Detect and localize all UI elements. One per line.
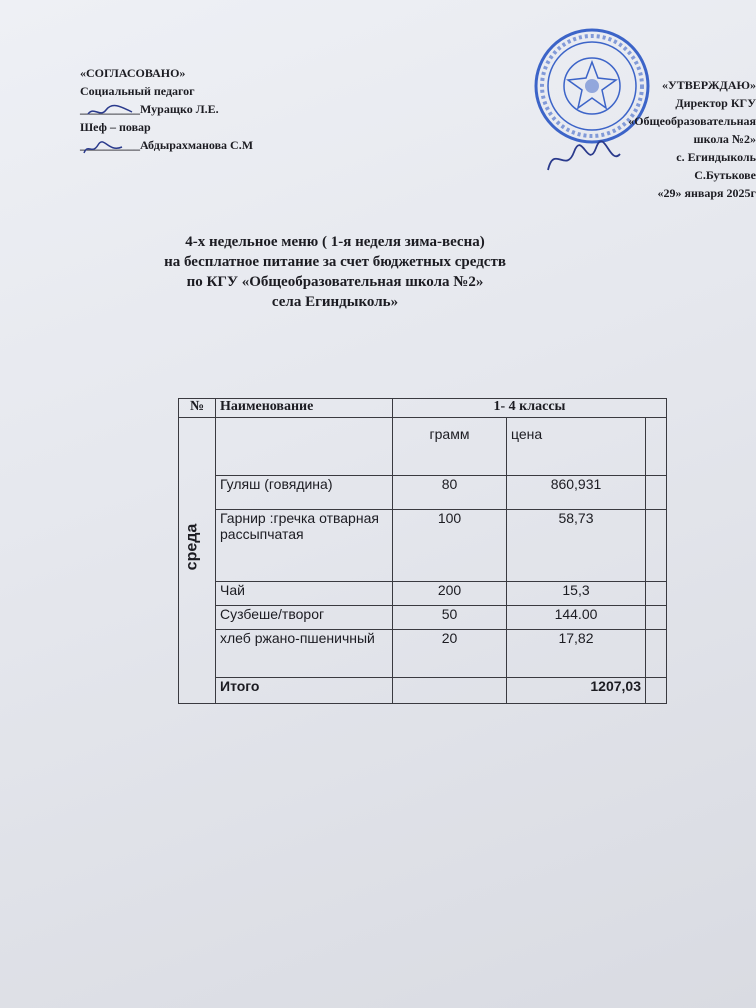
- row-extra: [646, 582, 667, 606]
- signature-2: [82, 141, 126, 157]
- header-name: Наименование: [216, 399, 393, 418]
- menu-table: [178, 398, 667, 704]
- table-row: [179, 606, 667, 630]
- menu-title: [150, 232, 520, 312]
- header-num: №: [179, 399, 216, 418]
- day-label: среда: [183, 523, 201, 571]
- row-gram: 200: [393, 582, 507, 606]
- approval-right-line5: С.Бутькове: [694, 168, 756, 182]
- row-name: Сузбеше/творог: [216, 606, 393, 630]
- total-price: 1207,03: [507, 678, 646, 704]
- row-name: Гарнир :гречка отварная рассыпчатая: [216, 510, 393, 582]
- row-extra: [646, 476, 667, 510]
- row-price: 860,931: [507, 476, 646, 510]
- signature-1: [86, 104, 136, 118]
- table-row: [179, 476, 667, 510]
- subheader-price: цена: [507, 418, 646, 476]
- row-extra: [646, 606, 667, 630]
- row-gram: 80: [393, 476, 507, 510]
- total-extra: [646, 678, 667, 704]
- approval-left-line4: __________Абдырахманова С.М: [80, 138, 254, 152]
- row-price: 17,82: [507, 630, 646, 678]
- row-price: 15,3: [507, 582, 646, 606]
- total-row: [179, 678, 667, 704]
- approval-right-line2: «Общеобразовательная: [628, 114, 756, 128]
- title-line2: на бесплатное питание за счет бюджетных средств: [164, 254, 506, 270]
- row-price: 144.00: [507, 606, 646, 630]
- subheader-gram: грамм: [393, 418, 507, 476]
- title-line3: по КГУ «Общеобразовательная школа №2»: [186, 274, 484, 290]
- row-extra: [646, 630, 667, 678]
- table-row: [179, 582, 667, 606]
- row-name: хлеб ржано-пшеничный: [216, 630, 393, 678]
- approval-left-heading: «СОГЛАСОВАНО»: [80, 66, 186, 80]
- title-line4: села Егиндыколь»: [271, 294, 399, 310]
- row-extra: [646, 510, 667, 582]
- table-subheader-row: [179, 418, 667, 476]
- day-cell: [179, 418, 216, 704]
- approval-right-line3: школа №2»: [693, 132, 756, 146]
- approval-left-line3: Шеф – повар: [80, 120, 151, 134]
- approval-right-line4: с. Егиндыколь: [676, 150, 756, 164]
- total-empty: [393, 678, 507, 704]
- approval-right-heading: «УТВЕРЖДАЮ»: [661, 78, 756, 92]
- director-signature: [544, 140, 624, 180]
- approval-date: «29» января 2025г: [657, 186, 756, 200]
- approval-right-line1: Директор КГУ: [675, 96, 756, 110]
- header-classes: 1- 4 классы: [393, 399, 667, 418]
- table-row: [179, 510, 667, 582]
- total-label: Итого: [216, 678, 393, 704]
- subheader-extra: [646, 418, 667, 476]
- title-line1: 4-х недельное меню ( 1-я неделя зима-весна): [185, 234, 485, 250]
- table-header-row: [179, 399, 667, 418]
- table-row: [179, 630, 667, 678]
- row-price: 58,73: [507, 510, 646, 582]
- subheader-empty: [216, 418, 393, 476]
- approval-left-line1: Социальный педагог: [80, 84, 195, 98]
- row-name: Гуляш (говядина): [216, 476, 393, 510]
- approval-left-line2: __________Муращко Л.Е.: [80, 102, 219, 116]
- row-gram: 50: [393, 606, 507, 630]
- row-gram: 20: [393, 630, 507, 678]
- row-gram: 100: [393, 510, 507, 582]
- row-name: Чай: [216, 582, 393, 606]
